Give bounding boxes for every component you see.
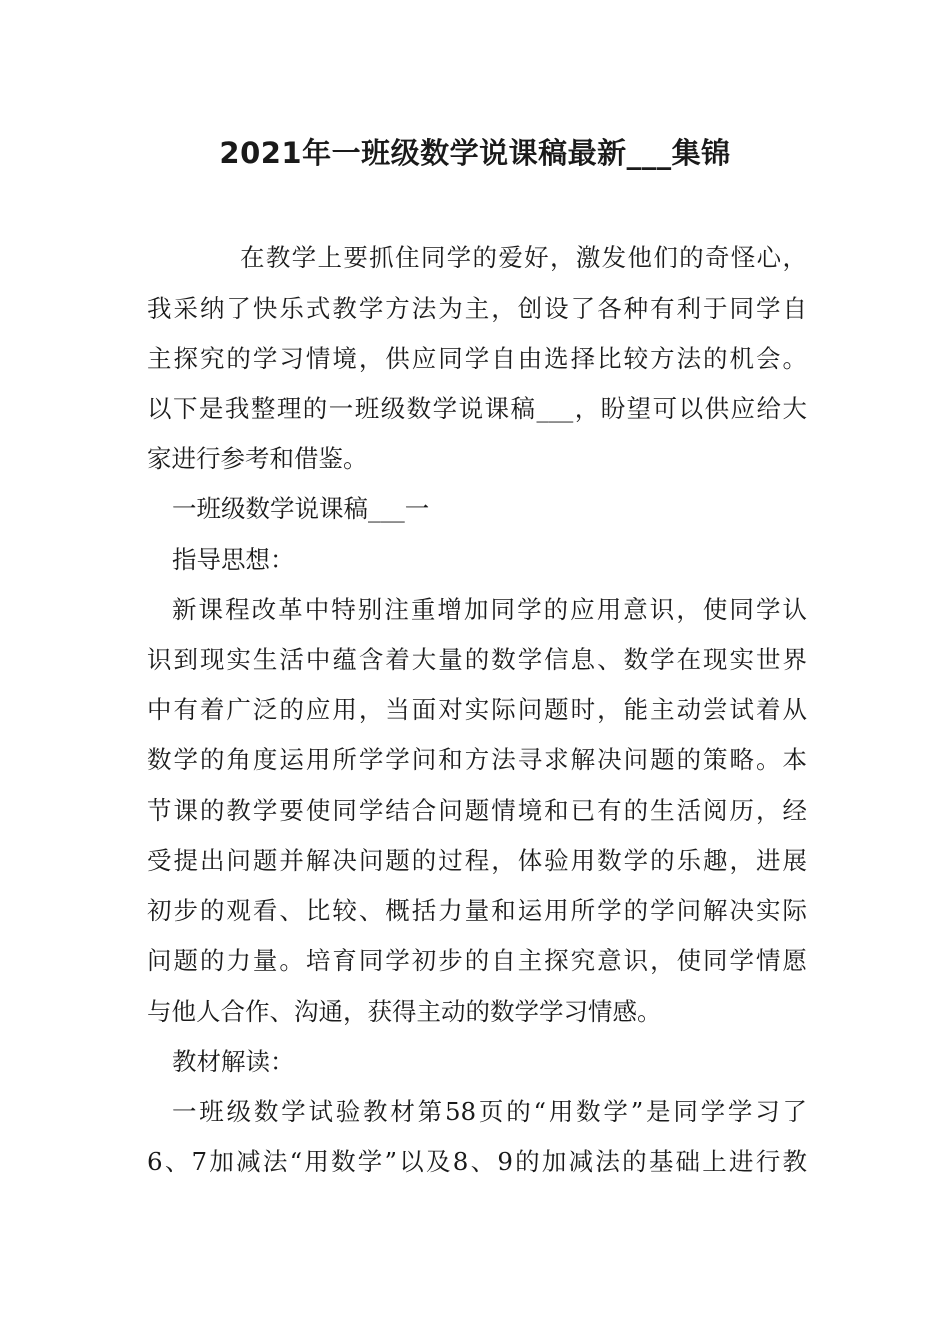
paragraph-line: 主探究的学习情境，供应同学自由选择比较方法的机会。 — [147, 344, 807, 373]
paragraph-line: 数学的角度运用所学学问和方法寻求解决问题的策略。本 — [147, 745, 807, 774]
section-heading: 指导思想： — [172, 545, 295, 574]
paragraph-line: 6、7加减法“用数学”以及8、9的加减法的基础上进行教 — [147, 1147, 807, 1176]
paragraph-line: 家进行参考和借鉴。 — [147, 444, 368, 473]
section-heading: 一班级数学说课稿___一 — [172, 494, 430, 523]
paragraph-line: 受提出问题并解决问题的过程，体验用数学的乐趣，进展 — [147, 846, 807, 875]
paragraph-line: 以下是我整理的一班级数学说课稿___，盼望可以供应给大 — [147, 394, 807, 423]
paragraph-line: 中有着广泛的应用，当面对实际问题时，能主动尝试着从 — [147, 695, 807, 724]
paragraph-line: 初步的观看、比较、概括力量和运用所学的学问解决实际 — [147, 896, 807, 925]
document-title: 2021年一班级数学说课稿最新___集锦 — [219, 136, 731, 170]
paragraph-line: 一班级数学试验教材第58页的“用数学”是同学学习了 — [172, 1097, 807, 1126]
paragraph-line: 新课程改革中特别注重增加同学的应用意识，使同学认 — [172, 595, 807, 624]
paragraph-line: 识到现实生活中蕴含着大量的数学信息、数学在现实世界 — [147, 645, 807, 674]
paragraph-line: 我采纳了快乐式教学方法为主，创设了各种有利于同学自 — [147, 294, 807, 323]
paragraph-line: 问题的力量。培育同学初步的自主探究意识，使同学情愿 — [147, 946, 807, 975]
paragraph-line: 与他人合作、沟通，获得主动的数学学习情感。 — [147, 997, 662, 1026]
paragraph-line: 在教学上要抓住同学的爱好，激发他们的奇怪心， — [240, 243, 807, 272]
paragraph-line: 节课的教学要使同学结合问题情境和已有的生活阅历，经 — [147, 796, 807, 825]
section-heading: 教材解读： — [172, 1047, 295, 1076]
